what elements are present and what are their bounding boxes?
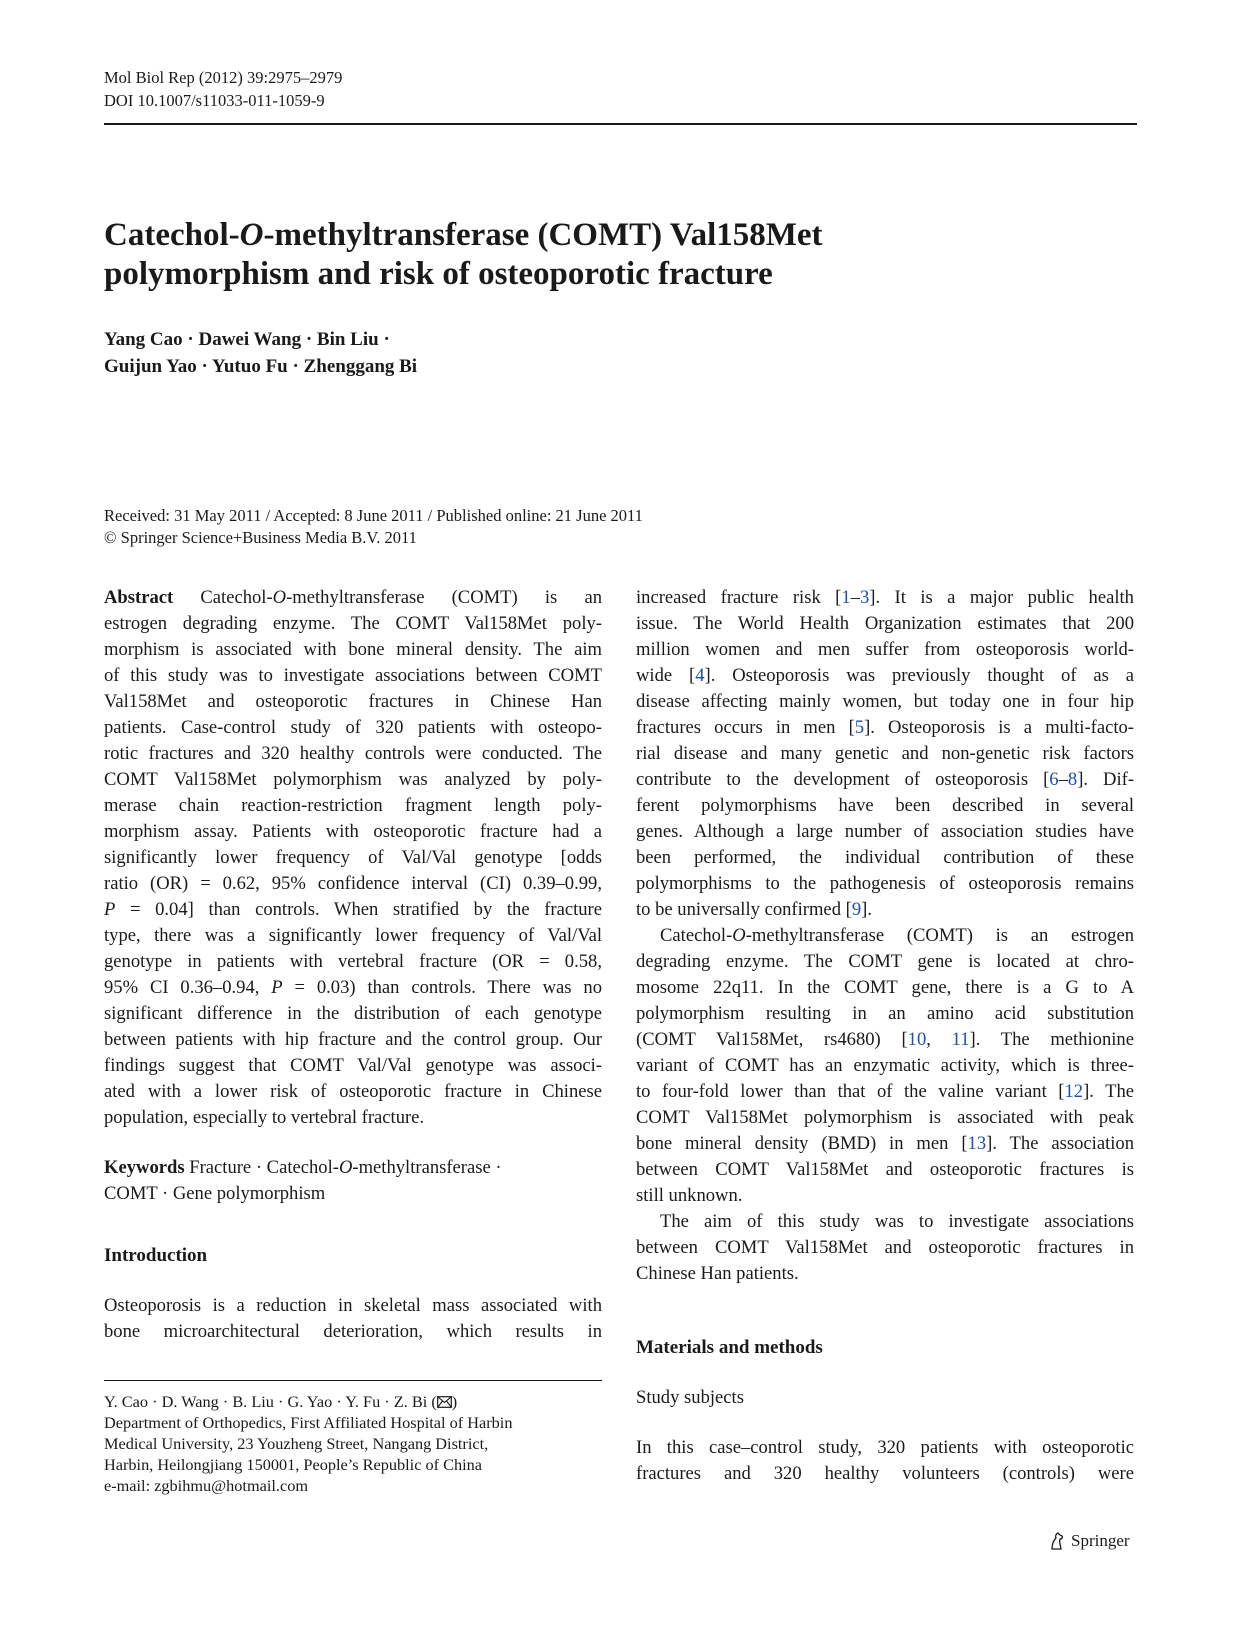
- envelope-icon: [437, 1396, 452, 1408]
- text-line: ratio (OR) = 0.62, 95% confidence interval (CI) 0.39–0.99,: [104, 873, 602, 894]
- methods-paragraph: [636, 1435, 1134, 1487]
- publisher-logo: [1047, 1530, 1130, 1552]
- affiliation-names: Y. Cao · D. Wang · B. Liu · G. Yao · Y. Fu · Z. Bi ( ): [104, 1392, 458, 1411]
- text-line: degrading enzyme. The COMT gene is located at chro-: [636, 951, 1134, 972]
- text-line: genes. Although a large number of association studies have: [636, 821, 1134, 842]
- text-line: (COMT Val158Met, rs4680) [10, 11]. The methionine: [636, 1029, 1134, 1050]
- text-line: Chinese Han patients.: [636, 1263, 799, 1284]
- intro-paragraph-1: [636, 585, 1134, 923]
- text-line: estrogen degrading enzyme. The COMT Val158Met poly-: [104, 613, 602, 634]
- text-line: disease affecting mainly women, but today one in four hip: [636, 691, 1134, 712]
- text-line: rial disease and many genetic and non-genetic risk factors: [636, 743, 1134, 764]
- text-line: In this case–control study, 320 patients with osteoporotic: [636, 1437, 1134, 1458]
- header-rule: [104, 123, 1137, 125]
- affiliation-block: [104, 1391, 604, 1496]
- methods-heading: Materials and methods: [636, 1337, 823, 1358]
- copyright-line: © Springer Science+Business Media B.V. 2011: [104, 528, 417, 547]
- left-column: [104, 585, 602, 1345]
- text-line: fractures and 320 healthy volunteers (controls) were: [636, 1463, 1134, 1484]
- text-line: still unknown.: [636, 1185, 743, 1206]
- author-list: [104, 326, 417, 380]
- right-column: [636, 585, 1134, 1487]
- text-line: increased fracture risk [1–3]. It is a major public health: [636, 587, 1134, 608]
- affiliation-department: Department of Orthopedics, First Affiliated Hospital of Harbin: [104, 1413, 513, 1432]
- study-subjects-heading: Study subjects: [636, 1387, 744, 1408]
- text-line: been performed, the individual contribution of these: [636, 847, 1134, 868]
- footnote-rule: [104, 1380, 602, 1381]
- publisher-name: Springer: [1071, 1531, 1130, 1550]
- abstract-line: Abstract Catechol-O-methyltransferase (COMT) is an: [104, 587, 602, 608]
- text-line: Osteoporosis is a reduction in skeletal mass associated with: [104, 1295, 602, 1316]
- text-line: ated with a lower risk of osteoporotic fracture in Chinese: [104, 1081, 602, 1102]
- text-line: between patients with hip fracture and the control group. Our: [104, 1029, 602, 1050]
- text-line: population, especially to vertebral fracture.: [104, 1107, 425, 1128]
- introduction-text: [104, 1293, 602, 1345]
- paper-title: Catechol-O-methyltransferase (COMT) Val158Met polymorphism and risk of osteoporotic fracture: [104, 217, 823, 292]
- affiliation-city: Harbin, Heilongjiang 150001, People’s Republic of China: [104, 1455, 483, 1474]
- text-line: variant of COMT has an enzymatic activity, which is three-: [636, 1055, 1134, 1076]
- text-line: wide [4]. Osteoporosis was previously thought of as a: [636, 665, 1134, 686]
- journal-citation: Mol Biol Rep (2012) 39:2975–2979: [104, 68, 343, 87]
- affiliation-address: Medical University, 23 Youzheng Street, Nangang District,: [104, 1434, 489, 1453]
- text-line: significantly lower frequency of Val/Val genotype [odds: [104, 847, 602, 868]
- text-line: polymorphism resulting in an amino acid substitution: [636, 1003, 1134, 1024]
- text-line: Val158Met and osteoporotic fractures in Chinese Han: [104, 691, 602, 712]
- intro-paragraph-2: [636, 923, 1134, 1209]
- text-line: Catechol-O-methyltransferase (COMT) is an estrogen: [660, 925, 1134, 946]
- authors-line-1: Yang Cao · Dawei Wang · Bin Liu ·: [104, 329, 390, 350]
- text-line: contribute to the development of osteoporosis [6–8]. Dif-: [636, 769, 1135, 790]
- text-line: patients. Case-control study of 320 patients with osteopo-: [104, 717, 602, 738]
- text-line: to four-fold lower than that of the valine variant [12]. The: [636, 1081, 1134, 1102]
- text-line: bone mineral density (BMD) in men [13]. The association: [636, 1133, 1134, 1154]
- keywords-line-1: Fracture · Catechol-O-methyltransferase ·: [189, 1157, 502, 1178]
- abstract: [104, 585, 602, 1131]
- text-line: polymorphisms to the pathogenesis of osteoporosis remains: [636, 873, 1134, 894]
- text-line: COMT Val158Met polymorphism was analyzed by poly-: [104, 769, 602, 790]
- doi: DOI 10.1007/s11033-011-1059-9: [104, 91, 325, 110]
- keywords-line-2: COMT · Gene polymorphism: [104, 1183, 326, 1204]
- text-line: morphism is associated with bone mineral density. The aim: [104, 639, 602, 660]
- text-line: issue. The World Health Organization estimates that 200: [636, 613, 1134, 634]
- keywords-label: Keywords: [104, 1157, 185, 1178]
- dates-line: Received: 31 May 2011 / Accepted: 8 June 2011 / Published online: 21 June 2011: [104, 506, 643, 525]
- text-line: fractures occurs in men [5]. Osteoporosis is a multi-facto-: [636, 717, 1134, 738]
- text-line: mosome 22q11. In the COMT gene, there is a G to A: [636, 977, 1134, 998]
- text-line: between COMT Val158Met and osteoporotic fractures is: [636, 1159, 1134, 1180]
- text-line: of this study was to investigate associations between COMT: [104, 665, 602, 686]
- text-line: between COMT Val158Met and osteoporotic fractures in: [636, 1237, 1134, 1258]
- text-line: million women and men suffer from osteoporosis world-: [636, 639, 1134, 660]
- text-line: rotic fractures and 320 healthy controls were conducted. The: [104, 743, 602, 764]
- keywords: [104, 1155, 602, 1207]
- text-line: 95% CI 0.36–0.94, P = 0.03) than controls. There was no: [104, 977, 602, 998]
- text-line: COMT Val158Met polymorphism is associated with peak: [636, 1107, 1134, 1128]
- text-line: The aim of this study was to investigate associations: [660, 1211, 1134, 1232]
- text-line: morphism assay. Patients with osteoporotic fracture had a: [104, 821, 602, 842]
- intro-paragraph-3: [636, 1209, 1134, 1287]
- text-line: ferent polymorphisms have been described in several: [636, 795, 1134, 816]
- text-line: type, there was a significantly lower frequency of Val/Val: [104, 925, 602, 946]
- text-line: findings suggest that COMT Val/Val genotype was associ-: [104, 1055, 602, 1076]
- text-line: significant difference in the distribution of each genotype: [104, 1003, 602, 1024]
- introduction-heading: Introduction: [104, 1245, 208, 1266]
- text-line: bone microarchitectural deterioration, which results in: [104, 1321, 602, 1342]
- text-line: genotype in patients with vertebral fracture (OR = 0.58,: [104, 951, 602, 972]
- text-line: merase chain reaction-restriction fragment length poly-: [104, 795, 602, 816]
- authors-line-2: Guijun Yao · Yutuo Fu · Zhenggang Bi: [104, 356, 418, 377]
- journal-header: [104, 66, 342, 112]
- text-line: to be universally confirmed [9].: [636, 899, 872, 920]
- springer-horse-icon: [1047, 1531, 1067, 1551]
- affiliation-email[interactable]: e-mail: zgbihmu@hotmail.com: [104, 1476, 308, 1495]
- publication-dates: [104, 505, 643, 549]
- abstract-label: Abstract: [104, 587, 174, 608]
- text-line: P = 0.04] than controls. When stratified by the fracture: [104, 899, 602, 920]
